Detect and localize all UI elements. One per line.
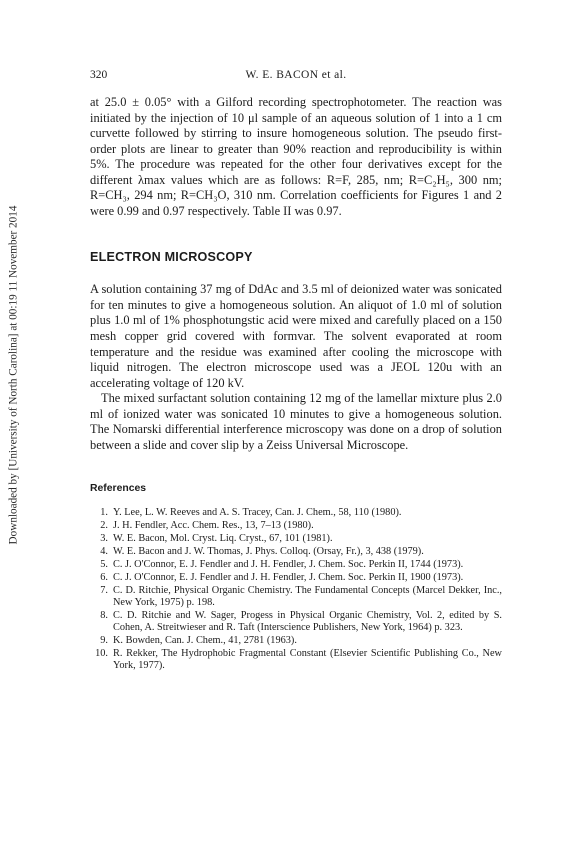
reference-text: K. Bowden, Can. J. Chem., 41, 2781 (1963). <box>113 635 297 647</box>
reference-item <box>90 648 502 673</box>
reference-number: 2. <box>100 520 108 532</box>
download-note: Downloaded by [University of North Carolina] at 00:19 11 November 2014 <box>7 205 19 545</box>
reference-text: C. J. O'Connor, E. J. Fendler and J. H. Fendler, J. Chem. Soc. Perkin II, 1744 (1973). <box>113 558 464 570</box>
page-number: 320 <box>90 69 108 81</box>
reference-item <box>90 572 502 584</box>
nomarski-paragraph: The mixed surfactant solution containing 12 mg of the lamellar mixture plus 2.0 ml of ionized water was sonicated 10 minutes to give a homogeneous solution. The Nomarski differential interference microscopy was done on a drop of solution between a slide and cover slip by a Zeiss Universal Microscope. <box>90 391 502 452</box>
reference-item <box>90 585 502 610</box>
reference-number: 8. <box>100 609 108 621</box>
reference-item <box>90 533 502 545</box>
reference-text: C. D. Ritchie and W. Sager, Progess in Physical Organic Chemistry, Vol. 2, edited by S. Cohen, A. Streitwieser and R. Taft (Interscience Publishers, New York, 1964) p. 323. <box>113 609 502 634</box>
microscopy-paragraph: A solution containing 37 mg of DdAc and 3.5 ml of deionized water was sonicated for ten minutes to give a homogeneous solution. An aliquot of 1.0 ml of solution plus 1.0 ml of 1% phosphotungstic acid were mixed and carefully placed on a 150 mesh copper grid covered with formvar. The solvent evaporated at room temperature and the residue was examined after cooling the microscope with liquid nitrogen. The electron microscope used was a JEOL 120u with an accelerating voltage of 120 kV. <box>90 282 502 390</box>
reference-item <box>90 635 502 647</box>
reference-number: 9. <box>100 635 108 647</box>
reference-text: Y. Lee, L. W. Reeves and A. S. Tracey, Can. J. Chem., 58, 110 (1980). <box>113 507 402 519</box>
reference-item <box>90 559 502 571</box>
references-title: References <box>90 483 147 495</box>
reference-item <box>90 520 502 532</box>
reference-text: W. E. Bacon and J. W. Thomas, J. Phys. Colloq. (Orsay, Fr.), 3, 438 (1979). <box>113 546 424 558</box>
reference-number: 6. <box>100 571 108 583</box>
reference-list <box>90 507 502 672</box>
reference-number: 3. <box>100 533 108 545</box>
reference-text: W. E. Bacon, Mol. Cryst. Liq. Cryst., 67, 101 (1981). <box>113 533 333 545</box>
reference-number: 10. <box>95 648 108 659</box>
reference-number: 7. <box>100 584 108 596</box>
reference-item <box>90 507 502 519</box>
page-header <box>90 69 502 85</box>
experimental-paragraph: at 25.0 ± 0.05° with a Gilford recording spectrophotometer. The reaction was initiated by the injection of 10 μl sample of an aqueous solution of 1 into a 1 cm curvette followed by stirring to insure homogeneous solution. The pseudo first-order plots are linear to greater than 90% reaction and reproducibility is within 5%. The procedure was repeated for the other four derivatives except for the different λmax values which are as follows: R=F, 285, nm; R=C₂H₅, 300 nm; R=CH₃, 294 nm; R=CH₃O, 310 nm. Correlation coefficients for Figures 1 and 2 were 0.99 and 0.97 respectively. Table II was 0.97. <box>90 95 502 218</box>
reference-text: C. D. Ritchie, Physical Organic Chemistry. The Fundamental Concepts (Marcel Dekker, Inc., New York, 1975) p. 198. <box>113 584 502 609</box>
reference-text: C. J. O'Connor, E. J. Fendler and J. H. Fendler, J. Chem. Soc. Perkin II, 1900 (1973). <box>113 571 464 583</box>
reference-text: J. H. Fendler, Acc. Chem. Res., 13, 7–13 (1980). <box>113 520 314 532</box>
reference-number: 1. <box>100 507 108 519</box>
page-body <box>90 95 502 673</box>
reference-item <box>90 546 502 558</box>
section-title: ELECTRON MICROSCOPY <box>90 250 253 265</box>
reference-number: 4. <box>100 546 108 558</box>
reference-item <box>90 610 502 635</box>
reference-text: R. Rekker, The Hydrophobic Fragmental Constant (Elsevier Scientific Publishing Co., New York, 1977). <box>113 648 502 672</box>
running-head: W. E. BACON et al. <box>245 69 347 81</box>
download-watermark <box>2 30 24 720</box>
reference-number: 5. <box>100 558 108 570</box>
